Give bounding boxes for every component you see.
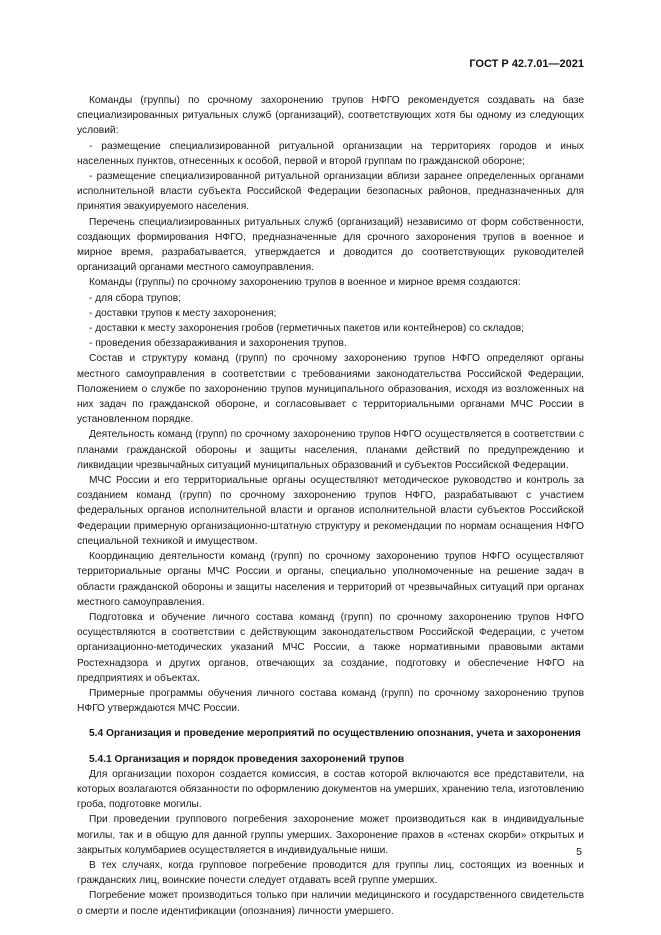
document-body xyxy=(77,93,584,919)
document-code-header: ГОСТ Р 42.7.01—2021 xyxy=(469,58,584,70)
list-item: - размещение специализированной ритуальной организации вблизи заранее определенных органами исполнительной власти субъекта Российской Федерации безопасных районов, предназначенных для принятия эвакуируемого населения. xyxy=(77,171,584,213)
paragraph: Перечень специализированных ритуальных служб (организаций) независимо от форм собственности, создающих формирования НФГО, предназначенные для срочного захоронения трупов в военное и мирное время, разрабатывается, утверждается и доводится до соответствующих руководителей организаций органами местного самоуправления. xyxy=(77,216,584,274)
paragraph: МЧС России и его территориальные органы осуществляют методическое руководство и контроль за созданием команд (групп) по срочному захоронению трупов НФГО, разрабатывают с участием федеральных органов исполнительной власти и органов исполнительной власти субъектов Российской Федерации примерную организационно-штатную структуру и рекомендации по нормам оснащения НФГО специальной техникой и имуществом. xyxy=(77,475,584,547)
section-heading: 5.4 Организация и проведение мероприятий по осуществлению опознания, учета и захоронения xyxy=(89,728,581,740)
list-item: - размещение специализированной ритуальной организации на территориях городов и иных населенных пунктов, отнесенных к особой, первой и второй группам по гражданской обороне; xyxy=(77,140,584,167)
paragraph: Деятельность команд (групп) по срочному захоронению трупов НФГО осуществляется в соответствии с планами гражданской обороны и защиты населения, планами действий по предупреждению и ликвидации чрезвычайных ситуаций муниципальных образований и субъектов Российской Федерации. xyxy=(77,429,584,471)
paragraph: Примерные программы обучения личного состава команд (групп) по срочному захоронению трупов НФГО утверждаются МЧС России. xyxy=(77,687,584,715)
paragraph: Погребение может производиться только при наличии медицинского и государственного свидетельств о смерти и после идентификации (опознания) личности умершего. xyxy=(77,890,584,917)
paragraph: Координацию деятельности команд (групп) по срочному захоронению трупов НФГО осуществляют территориальные органы МЧС России и органы, специально уполномоченные на решение задач в области гражданской обороны и защиты населения и территорий от чрезвычайных ситуаций при органах местного самоуправления. xyxy=(77,551,584,608)
paragraph: Состав и структуру команд (групп) по срочному захоронению трупов НФГО определяют органы местного самоуправления в соответствии с требованиями законодательства Российской Федерации, Положением о службе по захоронению трупов муниципального образования, исходя из возложенных на них задач по гражданской обороне, и согласовывает с территориальными органами МЧС России в установленном порядке. xyxy=(77,353,584,426)
paragraph: Для организации похорон создается комиссия, в состав которой включаются все представители, на которых возлагаются обязанности по оформлению документов на умерших, хранению тела, изготовлению гроба, подготовке могилы. xyxy=(77,768,584,811)
paragraph: Подготовка и обучение личного состава команд (групп) по срочному захоронению трупов НФГО осуществляются в соответствии с действующим законодательством Российской Федерации, с учетом организационно-методических указаний МЧС России, а также нормативными правовыми актами Ростехнадзора и других органов, отвечающих за создание, подготовку и обеспечение НФГО на предприятиях и объектах. xyxy=(77,611,584,684)
list-item: - для сбора трупов; xyxy=(89,292,181,304)
list-item: - доставки к месту захоронения гробов (герметичных пакетов или контейнеров) со складов; xyxy=(89,323,524,335)
list-item: - проведения обеззараживания и захоронения трупов. xyxy=(89,338,347,350)
paragraph: В тех случаях, когда групповое погребение проводится для группы лиц, состоящих из военных и гражданских лиц, воинские почести следует отдавать всей группе умерших. xyxy=(77,859,584,887)
page-number: 5 xyxy=(576,846,582,858)
list-item: - доставки трупов к месту захоронения; xyxy=(89,307,277,319)
paragraph: Команды (группы) по срочному захоронению трупов в военное и мирное время создаются: xyxy=(89,277,521,289)
paragraph: При проведении группового погребения захоронение может производиться как в индивидуальные могилы, так и в общую для данной группы умерших. Захоронение прахов в «стенах скорби» открытых и закрытых колумбариев осуществляется в индивидуальные ниши. xyxy=(77,814,584,856)
paragraph: Команды (группы) по срочному захоронению трупов НФГО рекомендуется создавать на базе специализированных ритуальных служб (организаций), соответствующих хотя бы одному из следующих условий: xyxy=(77,95,584,137)
subsection-heading: 5.4.1 Организация и порядок проведения захоронений трупов xyxy=(89,753,405,765)
